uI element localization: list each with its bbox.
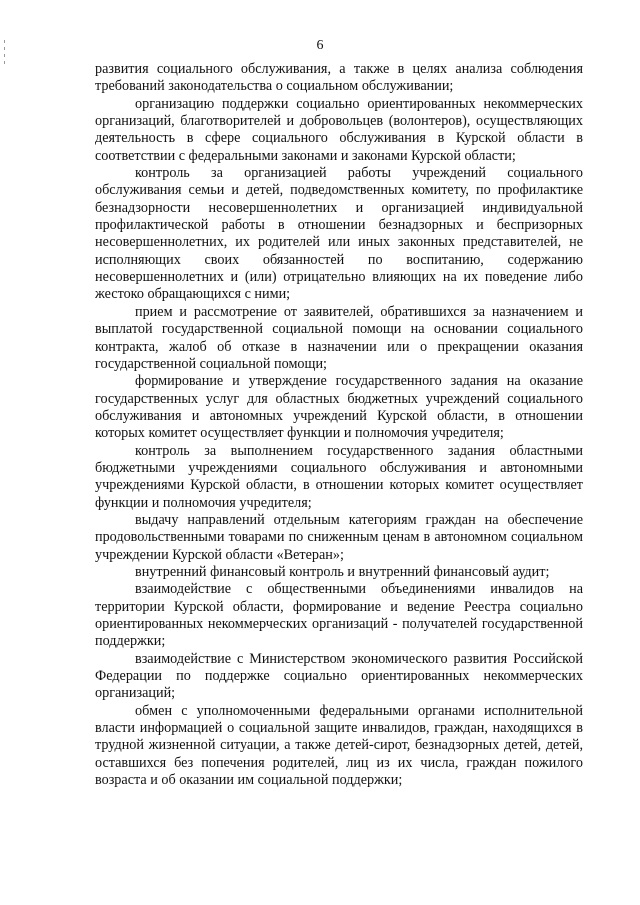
document-body bbox=[95, 61, 583, 789]
paragraph-financial-audit: внутренний финансовый контроль и внутренний финансовый аудит; bbox=[135, 563, 550, 580]
paragraph-complaints: прием и рассмотрение от заявителей, обратившихся за назначением и выплатой государственной социальной помощи на основании социального контракта, жалоб об отказе в назначении или о прекращении оказания государственной социальной помощи; bbox=[95, 303, 583, 372]
paragraph-information-exchange: обмен с уполномоченными федеральными органами исполнительной власти информацией о социальной защите инвалидов, граждан, находящихся в трудной жизненной ситуации, а также детей-сирот, безнадзорных детей, детей, оставшихся без попечения родителей, лиц из их числа, граждан пожилого возраста и об оказании им социальной поддержки; bbox=[95, 702, 583, 789]
paragraph-ministry-cooperation: взаимодействие с Министерством экономического развития Российской Федерации по поддержке социально ориентированных некоммерческих организаций; bbox=[95, 650, 583, 702]
paragraph-state-assignment: формирование и утверждение государственного задания на оказание государственных услуг для областных бюджетных учреждений социального обслуживания и автономных учреждений Курской области, в отношении которых комитет осуществляет функции и полномочия учредителя; bbox=[95, 373, 583, 442]
paragraph-nko-support: организацию поддержки социально ориентированных некоммерческих организаций, благотворителей и добровольцев (волонтеров), осуществляющих деятельность в сфере социального обслуживания в Курской области в соответствии с федеральными законами и законами Курской области; bbox=[95, 95, 583, 164]
page-number: 6 bbox=[316, 38, 324, 53]
paragraph-neglect-control: контроль за организацией работы учреждений социального обслуживания семьи и детей, подведомственных комитету, по профилактике безнадзорности несовершеннолетних и организацией индивидуальной профилактической работы в отношении безнадзорных и беспризорных несовершеннолетних, их родителей или иных законных представителей, не исполняющих своих обязанностей по воспитанию, содержанию несовершеннолетних и (или) отрицательно влияющих на их поведение либо жестоко обращающихся с ними; bbox=[95, 165, 583, 303]
paragraph-assignment-control: контроль за выполнением государственного задания областными бюджетными учреждениями социального обслуживания и автономными учреждениями Курской области, в отношении которых комитет осуществляет функции и полномочия учредителя; bbox=[95, 442, 583, 511]
paragraph-disability-orgs: взаимодействие с общественными объединениями инвалидов на территории Курской области, формирование и ведение Реестра социально ориентированных некоммерческих организаций - получателей государственной поддержки; bbox=[95, 581, 583, 650]
paragraph-food-referrals: выдачу направлений отдельным категориям граждан на обеспечение продовольственными товарами по сниженным ценам в автономном социальном учреждении Курской области «Ветеран»; bbox=[95, 511, 583, 563]
paragraph-continuation: развития социального обслуживания, а также в целях анализа соблюдения требований законодательства о социальном обслуживании; bbox=[95, 61, 583, 95]
